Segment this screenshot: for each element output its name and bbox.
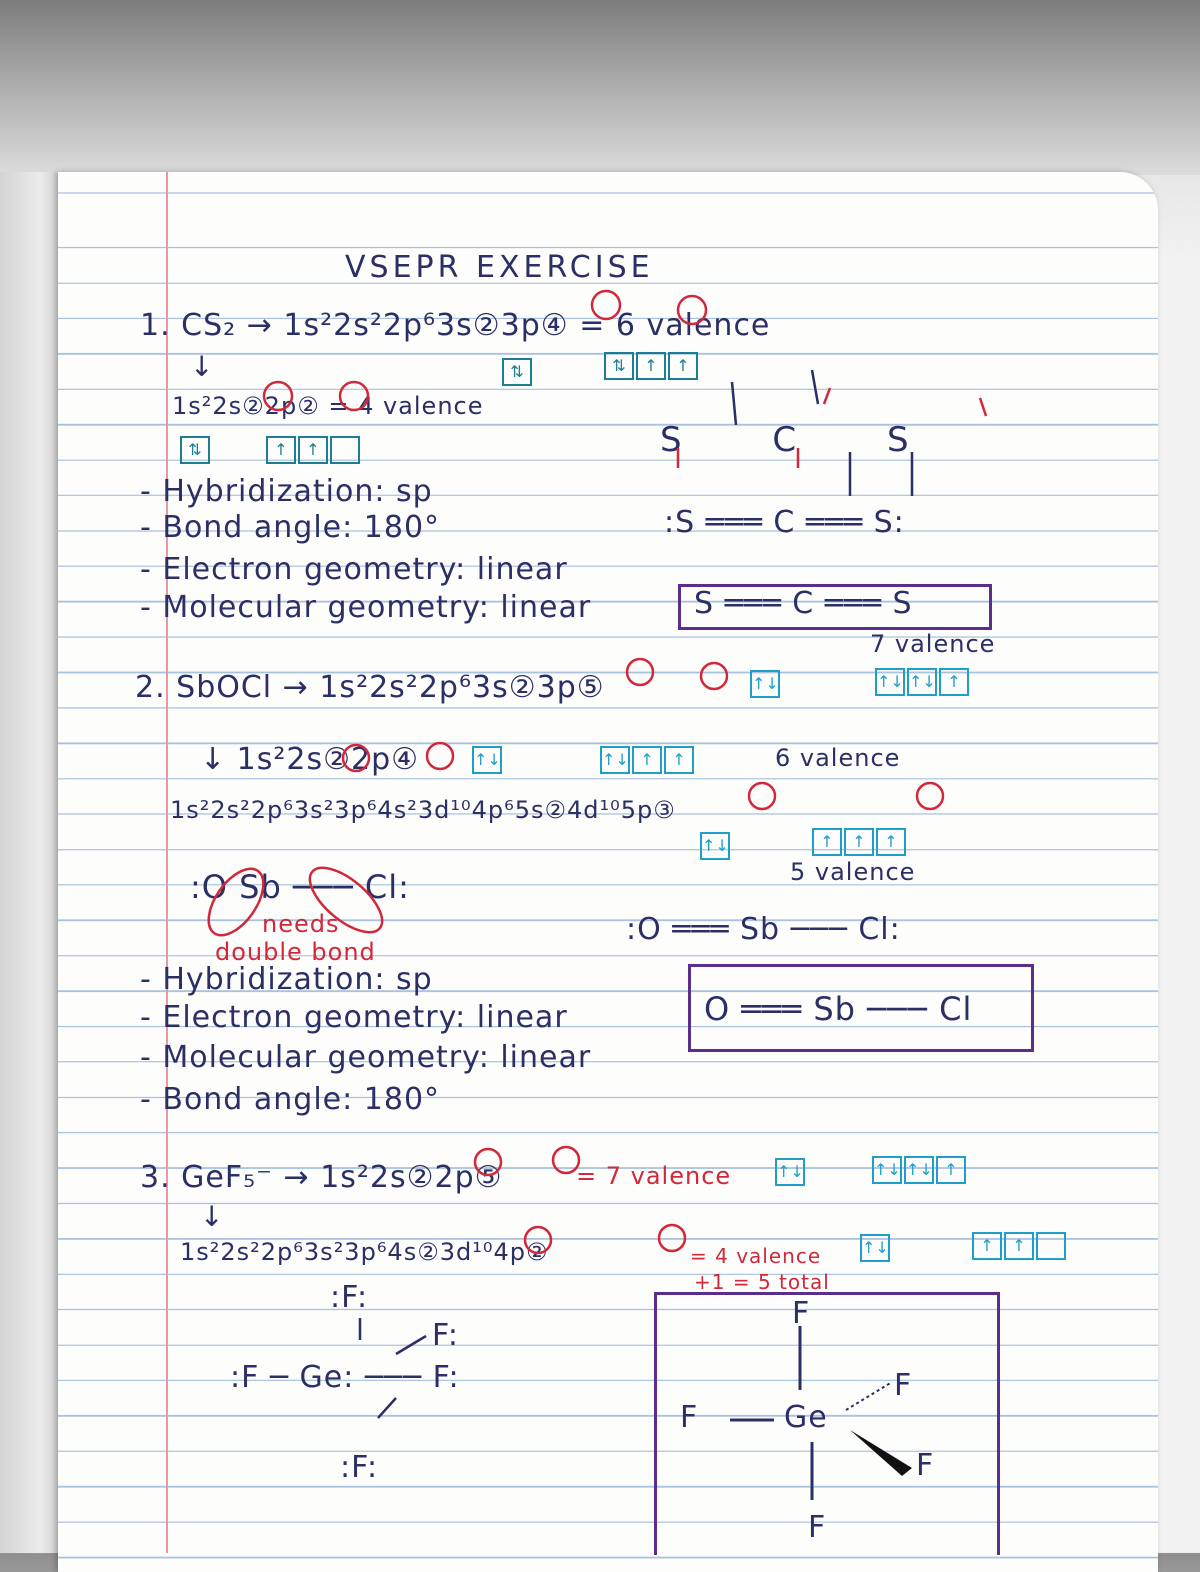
q3-header: 3. GeF₅⁻ → 1s²2s②2p⑤ xyxy=(140,1160,503,1195)
q2-final-structure: O ═══ Sb ─── Cl xyxy=(704,990,973,1028)
q3-arrow-down: ↓ xyxy=(200,1200,225,1233)
q2-sb-valence: 5 valence xyxy=(790,858,916,886)
q1-bond-angle: - Bond angle: 180° xyxy=(140,510,441,545)
arrow-line-red xyxy=(824,388,830,404)
orbital-box: ↑↓ xyxy=(750,670,780,698)
red-circle xyxy=(701,663,727,689)
orbital-box: ↑↓ xyxy=(775,1158,805,1186)
q3-final-f-top: F xyxy=(792,1296,811,1331)
orbital-box: ⇅ xyxy=(502,358,532,386)
orbital-box: ↑ xyxy=(1004,1232,1034,1260)
q1-carbon-config: 1s²2s②2p② = 4 valence xyxy=(172,392,484,420)
q2-header: 2. SbOCl → 1s²2s²2p⁶3s②3p⑤ xyxy=(135,670,605,705)
q2-molecular-geometry: - Molecular geometry: linear xyxy=(140,1040,592,1075)
q1-lewis-atoms: S C S xyxy=(660,420,949,460)
orbital-box: ↑ xyxy=(636,352,666,380)
q1-electron-geometry: - Electron geometry: linear xyxy=(140,552,568,587)
q2-double-bond-note: double bond xyxy=(215,938,376,966)
q1-header: 1. CS₂ → 1s²2s²2p⁶3s②3p④ = 6 valence xyxy=(140,308,771,343)
arrow-line xyxy=(732,382,736,425)
red-circle xyxy=(264,382,292,410)
red-circle xyxy=(749,783,775,809)
red-circle xyxy=(917,783,943,809)
solid-wedge-bond xyxy=(850,1430,912,1476)
orbital-box: ↑ xyxy=(664,746,694,774)
q1-final-structure: S ═══ C ═══ S xyxy=(694,586,913,621)
orbital-box: ↑ xyxy=(876,828,906,856)
arrow-line-red xyxy=(980,398,986,416)
q3-final-f-left: F xyxy=(680,1400,699,1435)
orbital-box: ↑ xyxy=(298,436,328,464)
q2-sb-config: 1s²2s²2p⁶3s²3p⁶4s²3d¹⁰4p⁶5s②4d¹⁰5p③ xyxy=(170,796,676,824)
q2-electron-geometry: - Electron geometry: linear xyxy=(140,1000,568,1035)
q2-needs-note: needs xyxy=(262,910,340,938)
orbital-box: ↑ xyxy=(632,746,662,774)
orbital-box: ↑ xyxy=(266,436,296,464)
q2-hybridization: - Hybridization: sp xyxy=(140,962,433,997)
q3-ge-valence: = 4 valence xyxy=(690,1244,822,1268)
q3-final-f-wedge-down: F xyxy=(916,1448,935,1483)
orbital-box: ⇅ xyxy=(604,352,634,380)
q3-ge-config: 1s²2s²2p⁶3s²3p⁶4s②3d¹⁰4p② xyxy=(180,1238,549,1266)
orbital-box: ↑↓ xyxy=(700,832,730,860)
bond-line xyxy=(396,1336,426,1354)
q1-hybridization: - Hybridization: sp xyxy=(140,474,433,509)
q3-lewis-f-upper-right: F: xyxy=(432,1318,460,1353)
orbital-box: ↑ xyxy=(812,828,842,856)
q3-lewis-f-top: :F: xyxy=(330,1280,369,1315)
orbital-box: ↑↓ xyxy=(472,746,502,774)
red-circle xyxy=(475,1149,501,1175)
red-circle xyxy=(525,1227,551,1253)
q2-lewis-second: :O ═══ Sb ─── Cl: xyxy=(626,912,901,947)
hashed-wedge-bond xyxy=(846,1382,892,1410)
lone-pair-ellipse xyxy=(198,859,274,944)
q3-lewis-f-bottom: :F: xyxy=(340,1450,379,1485)
red-circle xyxy=(553,1147,579,1173)
orbital-box: ↑↓ xyxy=(872,1156,902,1184)
page-title: VSEPR EXERCISE xyxy=(345,250,654,285)
red-circle xyxy=(678,296,706,324)
red-circle xyxy=(627,659,653,685)
q3-lewis-row: :F ─ Ge: ─── F: xyxy=(230,1360,460,1395)
q3-f-valence: = 7 valence xyxy=(576,1162,732,1190)
q2-o-valence: 6 valence xyxy=(775,744,901,772)
red-circle xyxy=(343,745,369,771)
orbital-box: ↑↓ xyxy=(600,746,630,774)
lone-pair-ellipse xyxy=(299,856,392,943)
red-circle xyxy=(592,291,620,319)
q3-final-f-wedge-up: F xyxy=(894,1368,913,1403)
orbital-box: ↑↓ xyxy=(904,1156,934,1184)
q2-bond-angle: - Bond angle: 180° xyxy=(140,1082,441,1117)
red-circle xyxy=(427,743,453,769)
orbital-box: ↑ xyxy=(972,1232,1002,1260)
q2-oxygen-config: ↓ 1s²2s②2p④ xyxy=(200,742,420,777)
orbital-box: ↑↓ xyxy=(875,668,905,696)
q2-cl-valence: 7 valence xyxy=(870,630,996,658)
q3-final-f-bottom: F xyxy=(808,1510,827,1545)
orbital-box: ↑↓ xyxy=(907,668,937,696)
orbital-box: ↑ xyxy=(939,668,969,696)
orbital-box: ↑ xyxy=(668,352,698,380)
orbital-box: ↑ xyxy=(844,828,874,856)
q1-arrow-down: ↓ xyxy=(190,350,215,383)
red-circle xyxy=(659,1225,685,1251)
orbital-box: ⇅ xyxy=(180,436,210,464)
q3-total: +1 = 5 total xyxy=(694,1270,830,1294)
bond-line xyxy=(378,1398,396,1418)
q3-final-ge: Ge xyxy=(784,1400,828,1435)
orbital-box: ↑↓ xyxy=(860,1234,890,1262)
red-circle xyxy=(340,382,368,410)
q2-lewis-first: :O Sb ─── Cl: xyxy=(190,868,410,906)
q1-lewis-double-bonds: :S ═══ C ═══ S: xyxy=(664,505,905,540)
orbital-box: ↑ xyxy=(936,1156,966,1184)
arrow-line xyxy=(812,370,818,404)
q1-molecular-geometry: - Molecular geometry: linear xyxy=(140,590,592,625)
